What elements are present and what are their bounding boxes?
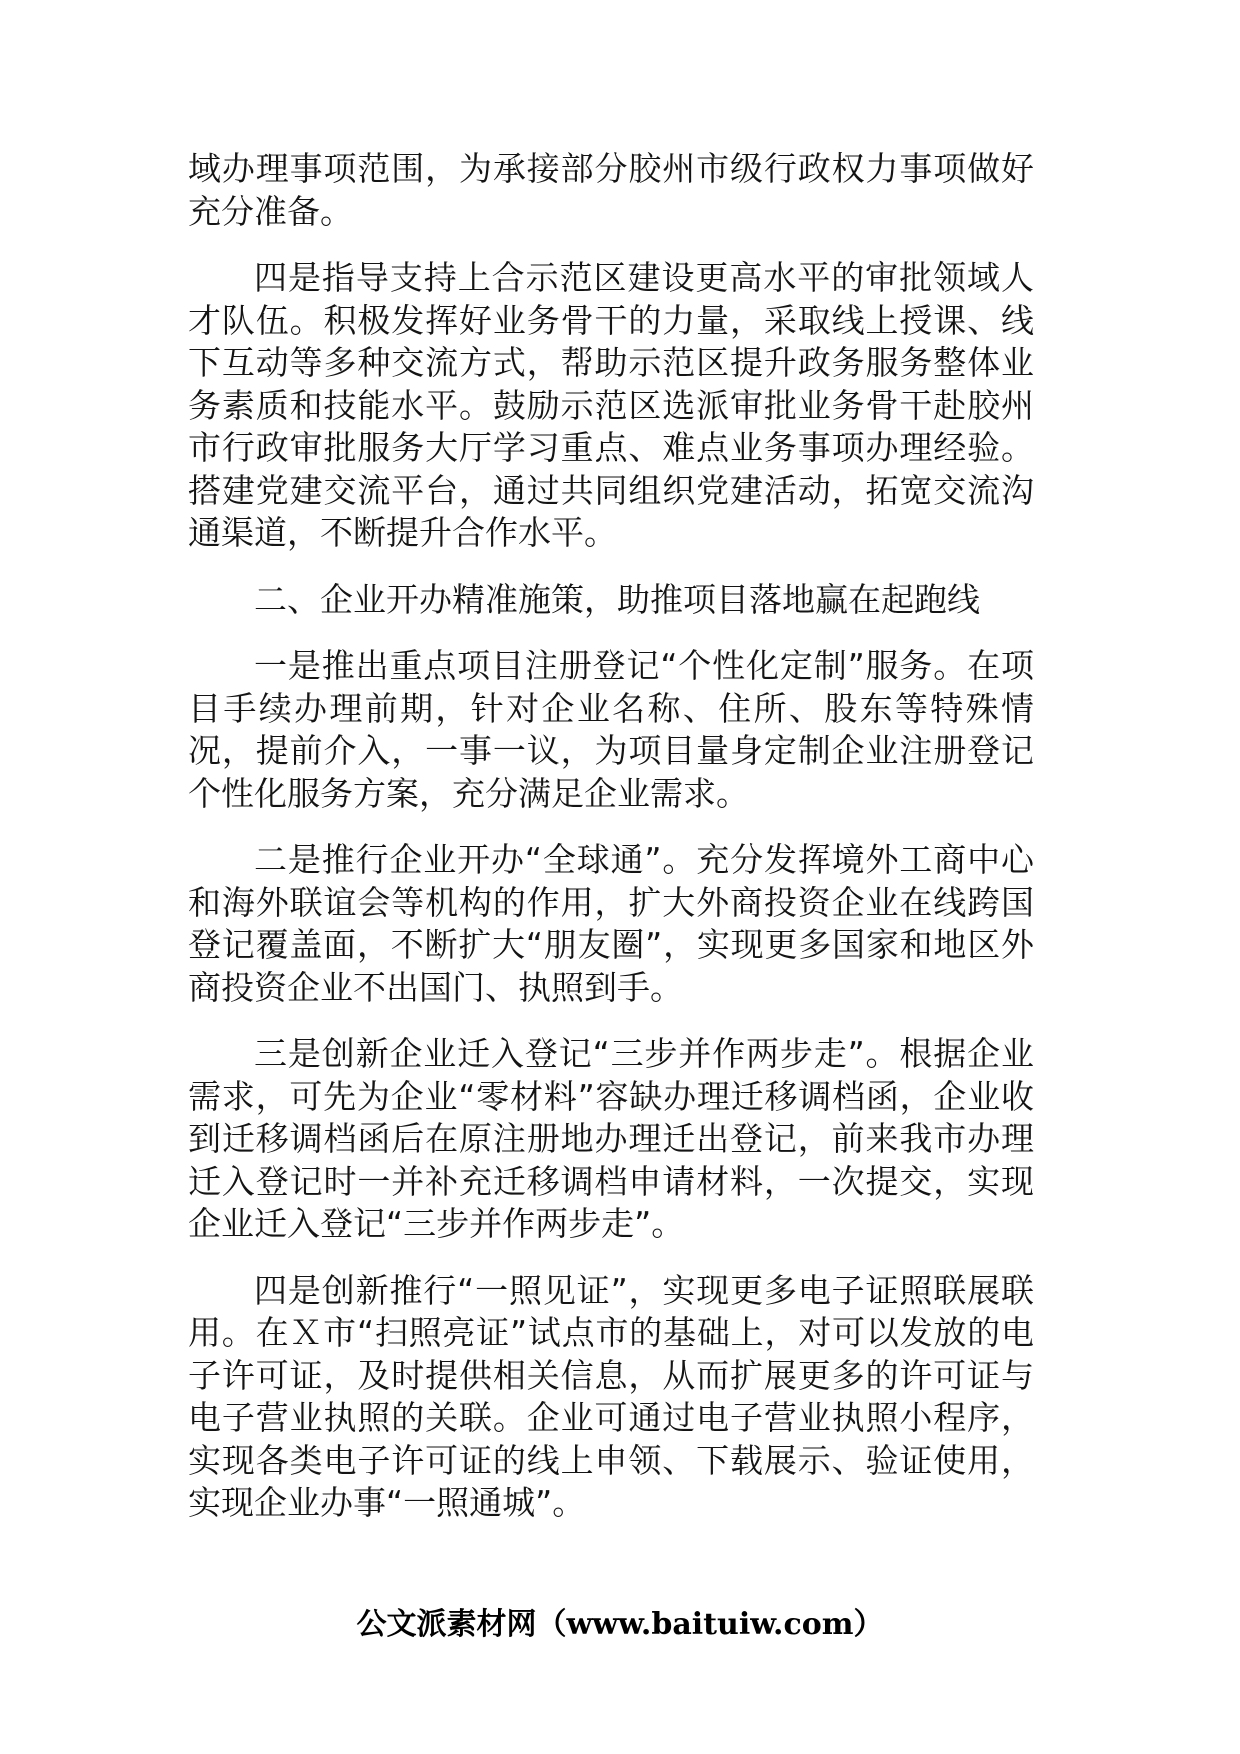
paragraph-global-access: 二是推行企业开办“全球通”。充分发挥境外工商中心和海外联谊会等机构的作用，扩大外商投资企业在线跨国登记覆盖面，不断扩大“朋友圈”，实现更多国家和地区外商投资企业不出国门、执照到手。 [188,840,1034,1007]
paragraph-one-license: 四是创新推行“一照见证”，实现更多电子证照联展联用。在Ｘ市“扫照亮证”试点市的基础上，对可以发放的电子许可证，及时提供相关信息，从而扩展更多的许可证与电子营业执照的关联。企业可通过电子营业执照小程序，实现各类电子许可证的线上申领、下载展示、验证使用，实现企业办事“一照通城”。 [188,1270,1034,1522]
paragraph-continuation: 域办理事项范围，为承接部分胶州市级行政权力事项做好充分准备。 [188,149,1034,231]
paragraph-relocation-registration: 三是创新企业迁入登记“三步并作两步走”。根据企业需求，可先为企业“零材料”容缺办理迁移调档函，企业收到迁移调档函后在原注册地办理迁出登记，前来我市办理迁入登记时一并补充迁移调档申请材料，一次提交，实现企业迁入登记“三步并作两步走”。 [188,1034,1034,1243]
document-body [188,148,1034,1549]
paragraph-talent-team: 四是指导支持上合示范区建设更高水平的审批领域人才队伍。积极发挥好业务骨干的力量，采取线上授课、线下互动等多种交流方式，帮助示范区提升政务服务整体业务素质和技能水平。鼓励示范区选派审批业务骨干赴胶州市行政审批服务大厅学习重点、难点业务事项办理经验。搭建党建交流平台，通过共同组织党建活动，拓宽交流沟通渠道，不断提升合作水平。 [188,258,1034,552]
footer-source: 公文派素材网（www.baituiw.com） [356,1607,884,1642]
paragraph-custom-registration: 一是推出重点项目注册登记“个性化定制”服务。在项目手续办理前期，针对企业名称、住所、股东等特殊情况，提前介入，一事一议，为项目量身定制企业注册登记个性化服务方案，充分满足企业需求。 [188,646,1034,813]
section-heading-enterprise-startup: 二、企业开办精准施策，助推项目落地赢在起跑线 [254,579,980,619]
